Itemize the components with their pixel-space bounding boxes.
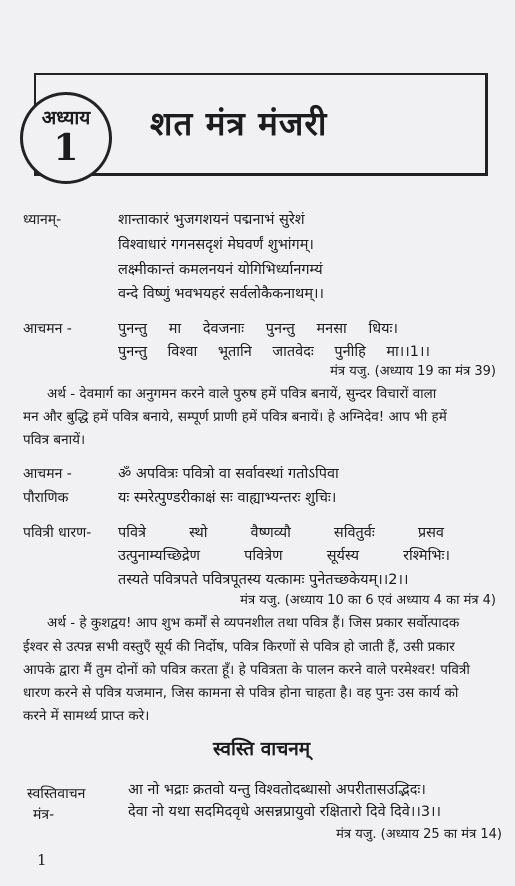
word: स्थो xyxy=(189,525,208,541)
swasti-label-2: मंत्र- xyxy=(33,807,55,823)
achaman-pauranik-line-2: यः स्मरेत्पुण्डरीकाक्षं सः वाह्याभ्यन्तरः शुचिः। xyxy=(118,490,337,506)
word: सूर्यस्य xyxy=(326,548,359,564)
word: विश्वा xyxy=(167,344,198,360)
pavitri-reference: मंत्र यजु. (अध्याय 10 का 6 एवं अध्याय 4 का मंत्र 4) xyxy=(240,593,496,608)
dhyanam-line-2: विश्वाधारं गगनसदृशं मेघवर्णं शुभांगम्। xyxy=(118,237,314,253)
word: वैष्णव्यौ xyxy=(250,525,291,541)
meaning-1-line-2: मन और बुद्धि हमें पवित्र बनाये, सम्पूर्ण प्राणी हमें पवित्र बनायें। हे अग्निदेव! आप भी हमें xyxy=(23,409,447,425)
word: मा।।1।। xyxy=(386,344,430,360)
chapter-badge xyxy=(20,92,112,184)
achaman-pauranik-label-2: पौराणिक xyxy=(23,490,69,506)
swasti-line-1: आ नो भद्राः क्रतवो यन्तु विश्वतोदब्धासो अपरीतासउद्भिदः। xyxy=(128,782,426,798)
word: पवित्रे xyxy=(118,525,147,541)
achaman-pauranik-line-1: ॐ अपवित्रः पवित्रो वा सर्वावस्थां गतोऽपिवा xyxy=(118,466,339,482)
swasti-section-title: स्वस्ति वाचनम् xyxy=(213,738,311,760)
word: उत्पुनाम्यच्छिद्रेण xyxy=(118,548,201,564)
dhyanam-line-4: वन्दे विष्णुं भवभयहरं सर्वलोकैकनाथम्।। xyxy=(118,286,324,302)
word: भूतानि xyxy=(217,344,252,360)
dhyanam-line-1: शान्ताकारं भुजगशयनं पद्मनाभं सुरेशं xyxy=(118,212,305,228)
pavitri-line-3: तस्यते पवित्रपते पवित्रपूतस्य यत्कामः पुनेतच्छकेयम्।।2।। xyxy=(118,572,409,588)
swasti-line-2: देवा नो यथा सदमिदवृधे असन्नप्रायुवो रक्षितारो दिवे दिवे।।3।। xyxy=(128,804,442,820)
meaning-1-line-1: अर्थ - देवमार्ग का अनुगमन करने वाले पुरुष हमें पवित्र बनायें, सुन्दर विचारों वाला xyxy=(47,386,437,402)
word: जातवेदः xyxy=(272,344,314,360)
meaning-1-line-3: पवित्र बनायें। xyxy=(23,432,86,448)
achaman-pauranik-label-1: आचमन - xyxy=(23,466,72,482)
page-number: 1 xyxy=(37,851,47,869)
pavitri-label: पवित्री धारण- xyxy=(23,525,92,541)
word: सवितुर्वः xyxy=(333,525,375,541)
chapter-number: 1 xyxy=(53,127,79,169)
achaman-line-1 xyxy=(118,320,398,338)
meaning-2-line-1: अर्थ - हे कुशद्वय! आप शुभ कर्मों से व्यपनशील तथा पवित्र हैं। जिस प्रकार सर्वोत्पादक xyxy=(47,615,460,631)
dhyanam-label: ध्यानम्- xyxy=(23,212,62,228)
achaman-line-2 xyxy=(118,343,430,361)
pavitri-line-2 xyxy=(118,547,450,565)
dhyanam-line-3: लक्ष्मीकान्तं कमलनयनं योगिभिर्ध्यानगम्यं xyxy=(118,262,323,278)
word: धियः। xyxy=(368,321,398,337)
swasti-reference: मंत्र यजु. (अध्याय 25 का मंत्र 14) xyxy=(336,827,502,842)
achaman-reference: मंत्र यजु. (अध्याय 19 का मंत्र 39) xyxy=(330,364,496,379)
pavitri-line-1 xyxy=(118,524,444,542)
word: पुनीहि xyxy=(334,344,366,360)
word: प्रसव xyxy=(417,525,444,541)
word: पुनन्तु xyxy=(265,321,295,337)
word: मनसा xyxy=(316,321,347,337)
swasti-label-1: स्वस्तिवाचन xyxy=(27,786,86,802)
chapter-title: शत मंत्र मंजरी xyxy=(150,104,328,143)
word: पुनन्तु xyxy=(118,344,148,360)
meaning-2-line-3: आपके द्वारा मैं तुम दोनों को पवित्र करता हूँ। हे पवित्रता के पालन करने वाले परमेश्वर! पवित्री xyxy=(23,662,470,678)
word: रश्मिभिः। xyxy=(403,548,450,564)
word: मा xyxy=(168,321,182,337)
word: पुनन्तु xyxy=(118,321,148,337)
word: पवित्रेण xyxy=(244,548,283,564)
meaning-2-line-5: करने में सामर्थ्य प्राप्त करे। xyxy=(23,708,150,724)
word: देवजनाः xyxy=(202,321,245,337)
achaman-label: आचमन - xyxy=(23,321,72,337)
meaning-2-line-4: धारण करने से पवित्र यजमान, जिस कामना से पवित्र होना चाहता है। वह पुनः उस कार्य को xyxy=(23,685,459,701)
meaning-2-line-2: ईश्वर से उत्पन्न सभी वस्तुएँ सूर्य की निर्दोष, पवित्र किरणों से पवित्र हो जाती हैं, उसी प्रकार xyxy=(23,639,455,655)
chapter-label: अध्याय xyxy=(41,107,91,129)
